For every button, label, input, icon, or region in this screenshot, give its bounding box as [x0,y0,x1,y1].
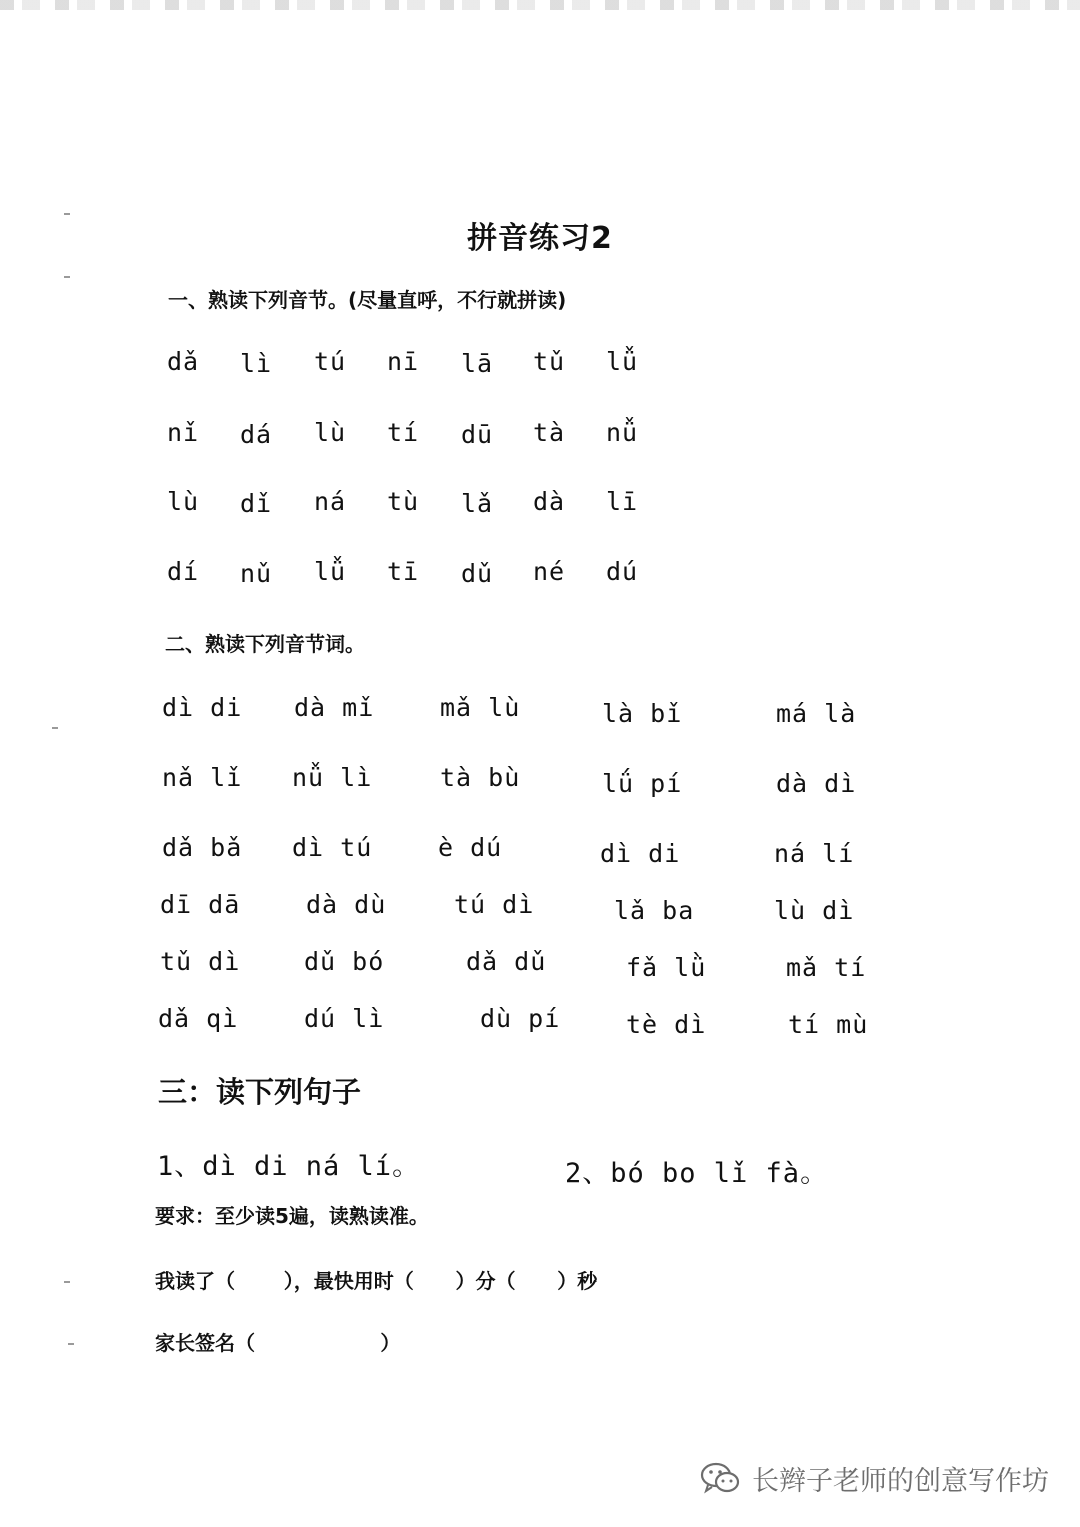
page-title: 拼音练习2 [467,221,613,256]
syllable-word: ná lí [774,839,855,868]
syllable: lī [606,487,639,516]
wechat-icon [700,1461,742,1495]
syllable-word: tè dì [626,1010,707,1039]
requirement-text: 要求：至少读5遍，读熟读准。 [155,1204,429,1228]
syllable-word: dù pí [480,1004,561,1033]
syllable: tí [387,418,420,447]
syllable-word: dì di [600,839,681,868]
syllable-word: tǔ dì [160,947,241,976]
syllable: dū [461,420,494,449]
reading-record-line: 我读了（ ），最快用时（ ）分（ ）秒 [155,1269,598,1293]
syllable: dá [240,420,273,449]
syllable-word: dī dā [160,890,241,919]
syllable-word: tú dì [454,890,535,919]
syllable: tī [387,557,420,586]
syllable: nī [387,347,420,376]
syllable-word: mǎ lù [440,693,521,722]
syllable: né [533,557,566,586]
syllable: ná [314,487,347,516]
syllable: lù [314,418,347,447]
syllable-word: nǚ lì [292,763,373,792]
section3-heading: 三：读下列句子 [158,1075,362,1109]
scan-speck [68,1343,74,1345]
syllable-word: dì di [162,693,243,722]
sentence-1: 1、dì di ná lí。 [157,1151,421,1182]
syllable-word: dǔ bó [304,947,385,976]
syllable-word: lù dì [774,896,855,925]
watermark-text: 长辫子老师的创意写作坊 [752,1465,1049,1497]
syllable: tù [387,487,420,516]
syllable-word: dǎ dǔ [466,947,547,976]
syllable-word: dú lì [304,1004,385,1033]
syllable-word: lǎ ba [614,896,695,925]
syllable-word: lǘ pí [602,769,683,798]
syllable-word: fǎ lǜ [626,953,707,982]
scan-speck [64,276,70,278]
syllable-word: dà dù [306,890,387,919]
parent-signature-line: 家长签名（ ） [155,1331,401,1355]
syllable: tǔ [533,347,566,376]
syllable: dí [167,557,200,586]
syllable-word: mǎ tí [786,953,867,982]
syllable-word: tà bù [440,763,521,792]
syllable-word: dì tú [292,833,373,862]
syllable: lì [240,349,273,378]
syllable-word: è dú [438,833,503,862]
syllable: nǔ [240,559,273,588]
syllable: dú [606,557,639,586]
syllable: dǐ [240,489,273,518]
syllable: lù [167,487,200,516]
syllable: nǚ [606,418,639,447]
syllable: dǔ [461,559,494,588]
syllable-word: là bǐ [602,699,683,728]
syllable: lǎ [461,489,494,518]
scan-speck [52,727,58,729]
scan-speck [64,1281,70,1283]
syllable-word: nǎ lǐ [162,763,243,792]
section1-heading: 一、熟读下列音节。(尽量直呼，不行就拼读) [168,288,567,312]
syllable-word: dǎ qì [158,1004,239,1033]
scan-edge-artifact [0,0,1080,10]
syllable-word: dǎ bǎ [162,833,243,862]
syllable-word: dà mǐ [294,693,375,722]
syllable: lǚ [606,347,639,376]
section2-heading: 二、熟读下列音节词。 [165,632,365,656]
syllable: lǚ [314,557,347,586]
syllable-word: dà dì [776,769,857,798]
syllable-word: má là [776,699,857,728]
syllable: dǎ [167,347,200,376]
syllable: tú [314,347,347,376]
watermark [700,1458,1049,1498]
syllable: tà [533,418,566,447]
syllable: lā [461,349,494,378]
syllable: nǐ [167,418,200,447]
sentence-2: 2、bó bo lǐ fà。 [565,1158,829,1189]
syllable: dà [533,487,566,516]
syllable-word: tí mù [788,1010,869,1039]
